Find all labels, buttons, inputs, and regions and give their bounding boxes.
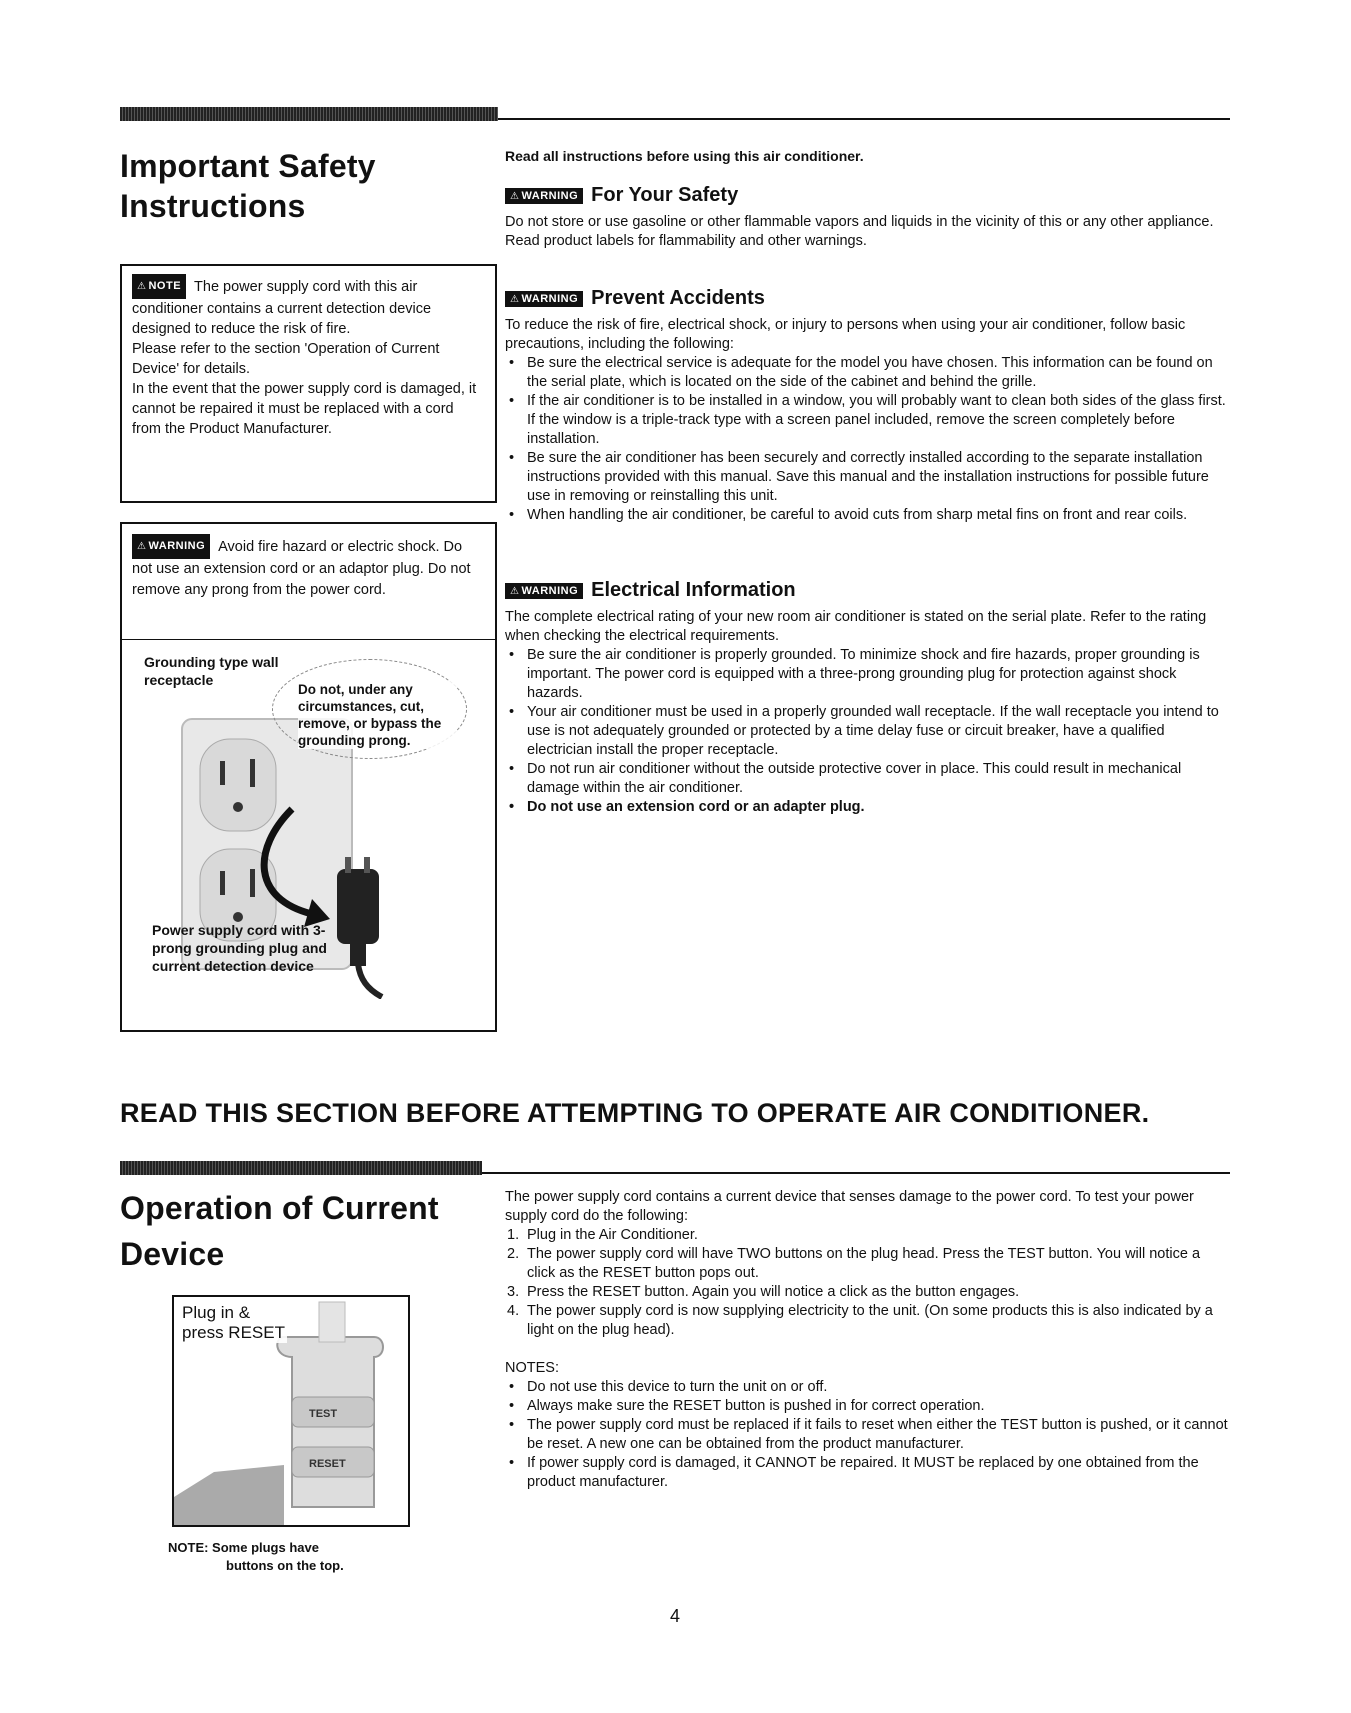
prevent-accidents-heading [505,287,1230,310]
electrical-section [505,579,1230,817]
slot-icon [250,869,255,897]
warning-tag-label: WARNING [148,540,206,552]
power-cord [358,964,382,997]
list-item: • Be sure the electrical service is adequate for the model you have chosen. This information can be found on the serial plate, which is located on the side of the cabinet and behind the grille. [505,354,1230,392]
prevent-accidents-list [505,354,1230,525]
electrical-intro: The complete electrical rating of your new room air conditioner is stated on the serial plate. Refer to the rating when checking the electrical requirements. [505,609,1207,644]
photo-note-line1: NOTE: Some plugs have [168,1540,319,1555]
ground-hole-icon [233,802,243,812]
list-item: • When handling the air conditioner, be careful to avoid cuts from sharp metal fins on front and rear coils. [505,506,1230,525]
warning-box-body: Avoid fire hazard or electric shock. Do not use an extension cord or an adaptor plug. Do not remove any prong from the power cord. [132,539,471,598]
for-your-safety-heading [505,184,1230,207]
step-item [505,1226,1230,1245]
warning-tag [505,583,583,599]
section-rule-line [498,118,1230,120]
heading-text: Prevent Accidents [591,287,765,309]
prevent-accidents-intro: To reduce the risk of fire, electrical shock, or injury to persons when using your air conditioner, follow basic precautions, including the following: [505,317,1186,352]
list-item: • Your air conditioner must be used in a properly grounded wall receptacle. If the wall receptacle you intend to use is not adequately grounded or protected by a time delay fuse or circuit breaker, have a qualified electrician install the proper receptacle. [505,703,1230,760]
for-your-safety-text: Do not store or use gasoline or other flammable vapors and liquids in the vicinity of this or any other appliance. Read product labels for flammability and other warnings. [505,214,1214,249]
step-text: Press the RESET button. Again you will notice a click as the button engages. [527,1284,1020,1300]
electrical-list [505,646,1230,817]
prevent-accidents-section [505,287,1230,525]
list-item-bold: • Do not use an extension cord or an adapter plug. [505,798,1230,817]
step-number: 1. [507,1227,520,1243]
warning-bubble-text: Do not, under any circumstances, cut, remove, or bypass the grounding prong. [298,681,456,749]
caution-triangle-icon: ⚠ [510,294,520,305]
photo-note-line2: buttons on the top. [226,1558,344,1573]
step-number: 4. [507,1303,520,1319]
note-line-3: In the event that the power supply cord is damaged, it cannot be repaired it must be replaced with a cord from the Product Manufacturer. [132,381,477,437]
list-item: • If the air conditioner is to be installed in a window, you will probably want to clean both sides of the glass first. If the window is a triple-track type with a screen panel included, remove the screen completely before installation. [505,392,1230,449]
notes-heading: NOTES: [505,1360,559,1376]
test-button-label: TEST [309,1408,338,1420]
safety-title [120,146,376,226]
list-item: • Be sure the air conditioner has been securely and correctly installed according to the separate installation instructions provided with this manual. Save this manual and the installation instructions for possible future use in removing or reinstalling this unit. [505,449,1230,506]
read-this-section-banner: READ THIS SECTION BEFORE ATTEMPTING TO OPERATE AIR CONDITIONER. [120,1098,1150,1128]
section-rule-bar [120,1161,482,1175]
warning-tag-label: WARNING [521,293,579,305]
warning-tag [132,534,210,559]
note-tag-label: NOTE [148,280,182,292]
list-item: • Always make sure the RESET button is pushed in for correct operation. [505,1397,1230,1416]
operation-title [120,1188,439,1274]
heading-text: Electrical Information [591,579,796,601]
figure-box [120,639,497,1032]
caution-triangle-icon: ⚠ [510,191,520,202]
upper-outlet [200,739,276,831]
slot-icon [250,759,255,787]
note-box [120,264,497,503]
photo-label-line2: press RESET [182,1323,285,1342]
caution-triangle-icon: ⚠ [137,541,147,552]
page-number: 4 [670,1606,681,1626]
step-number: 3. [507,1284,520,1300]
warning-tag-label: WARNING [521,585,579,597]
slot-icon [220,871,225,895]
operation-steps [505,1226,1230,1340]
reset-button-label: RESET [309,1458,346,1470]
photo-label [182,1303,287,1343]
list-item: • Do not run air conditioner without the outside protective cover in place. This could result in mechanical damage within the air conditioner. [505,760,1230,798]
note-box-text [132,274,485,439]
plug-strain-relief [350,944,366,966]
operation-title-line2: Device [120,1236,225,1272]
step-text: The power supply cord is now supplying electricity to the unit. (On some products this is also indicated by a light on the plug head). [527,1303,1213,1338]
step-item [505,1245,1230,1283]
cord-label: Power supply cord with 3-prong grounding plug and current detection device [152,922,327,974]
receptacle-label: Grounding type wall receptacle [144,654,279,688]
caution-triangle-icon: ⚠ [510,586,520,597]
step-text: Plug in the Air Conditioner. [527,1227,698,1243]
electrical-heading [505,579,1230,602]
step-text: The power supply cord will have TWO buttons on the plug head. Press the TEST button. You will notice a click as the RESET button pops out. [527,1246,1201,1281]
section-rule-line [482,1172,1230,1174]
list-item: • Do not use this device to turn the unit on or off. [505,1378,1230,1397]
operation-title-line1: Operation of Current [120,1190,439,1226]
caution-triangle-icon: ⚠ [137,281,147,292]
for-your-safety-section [505,184,1230,251]
warning-tag [505,291,583,307]
plug-photo-box [172,1295,410,1527]
warning-tag-label: WARNING [521,190,579,202]
hand-shape [174,1465,284,1525]
heading-text: For Your Safety [591,184,739,206]
safety-title-line2: Instructions [120,188,306,224]
list-item: • If power supply cord is damaged, it CANNOT be repaired. It MUST be replaced by one obtained from the product manufacturer. [505,1454,1230,1492]
note-line-1: The power supply cord with this air conditioner contains a current detection device designed to reduce the risk of fire. [132,279,432,337]
warning-tag [505,188,583,204]
step-item [505,1302,1230,1340]
warning-box-text [132,534,485,601]
photo-label-line1: Plug in & [182,1303,251,1322]
plug-prong [364,857,370,873]
read-all-instructions: Read all instructions before using this air conditioner. [505,148,864,164]
step-item [505,1283,1230,1302]
section-rule-bar [120,107,498,121]
notes-list [505,1378,1230,1492]
slot-icon [220,761,225,785]
safety-right-column [505,148,1230,817]
note-line-2: Please refer to the section 'Operation of Current Device' for details. [132,341,440,377]
list-item: • The power supply cord must be replaced if it fails to reset when either the TEST button is pushed, or it cannot be reset. A new one can be obtained from the product manufacturer. [505,1416,1230,1454]
list-item: • Be sure the air conditioner is properly grounded. To minimize shock and fire hazards, proper grounding is important. The power cord is equipped with a three-prong grounding plug for protection against shock hazards. [505,646,1230,703]
warning-box [120,522,497,640]
operation-right-column [505,1188,1230,1492]
plug-prong [345,857,351,873]
safety-title-line1: Important Safety [120,148,376,184]
note-tag [132,274,186,299]
step-number: 2. [507,1246,520,1262]
photo-note [168,1539,344,1575]
cord-stub [319,1302,345,1342]
operation-intro: The power supply cord contains a current device that senses damage to the power cord. To test your power supply cord do the following: [505,1189,1194,1224]
